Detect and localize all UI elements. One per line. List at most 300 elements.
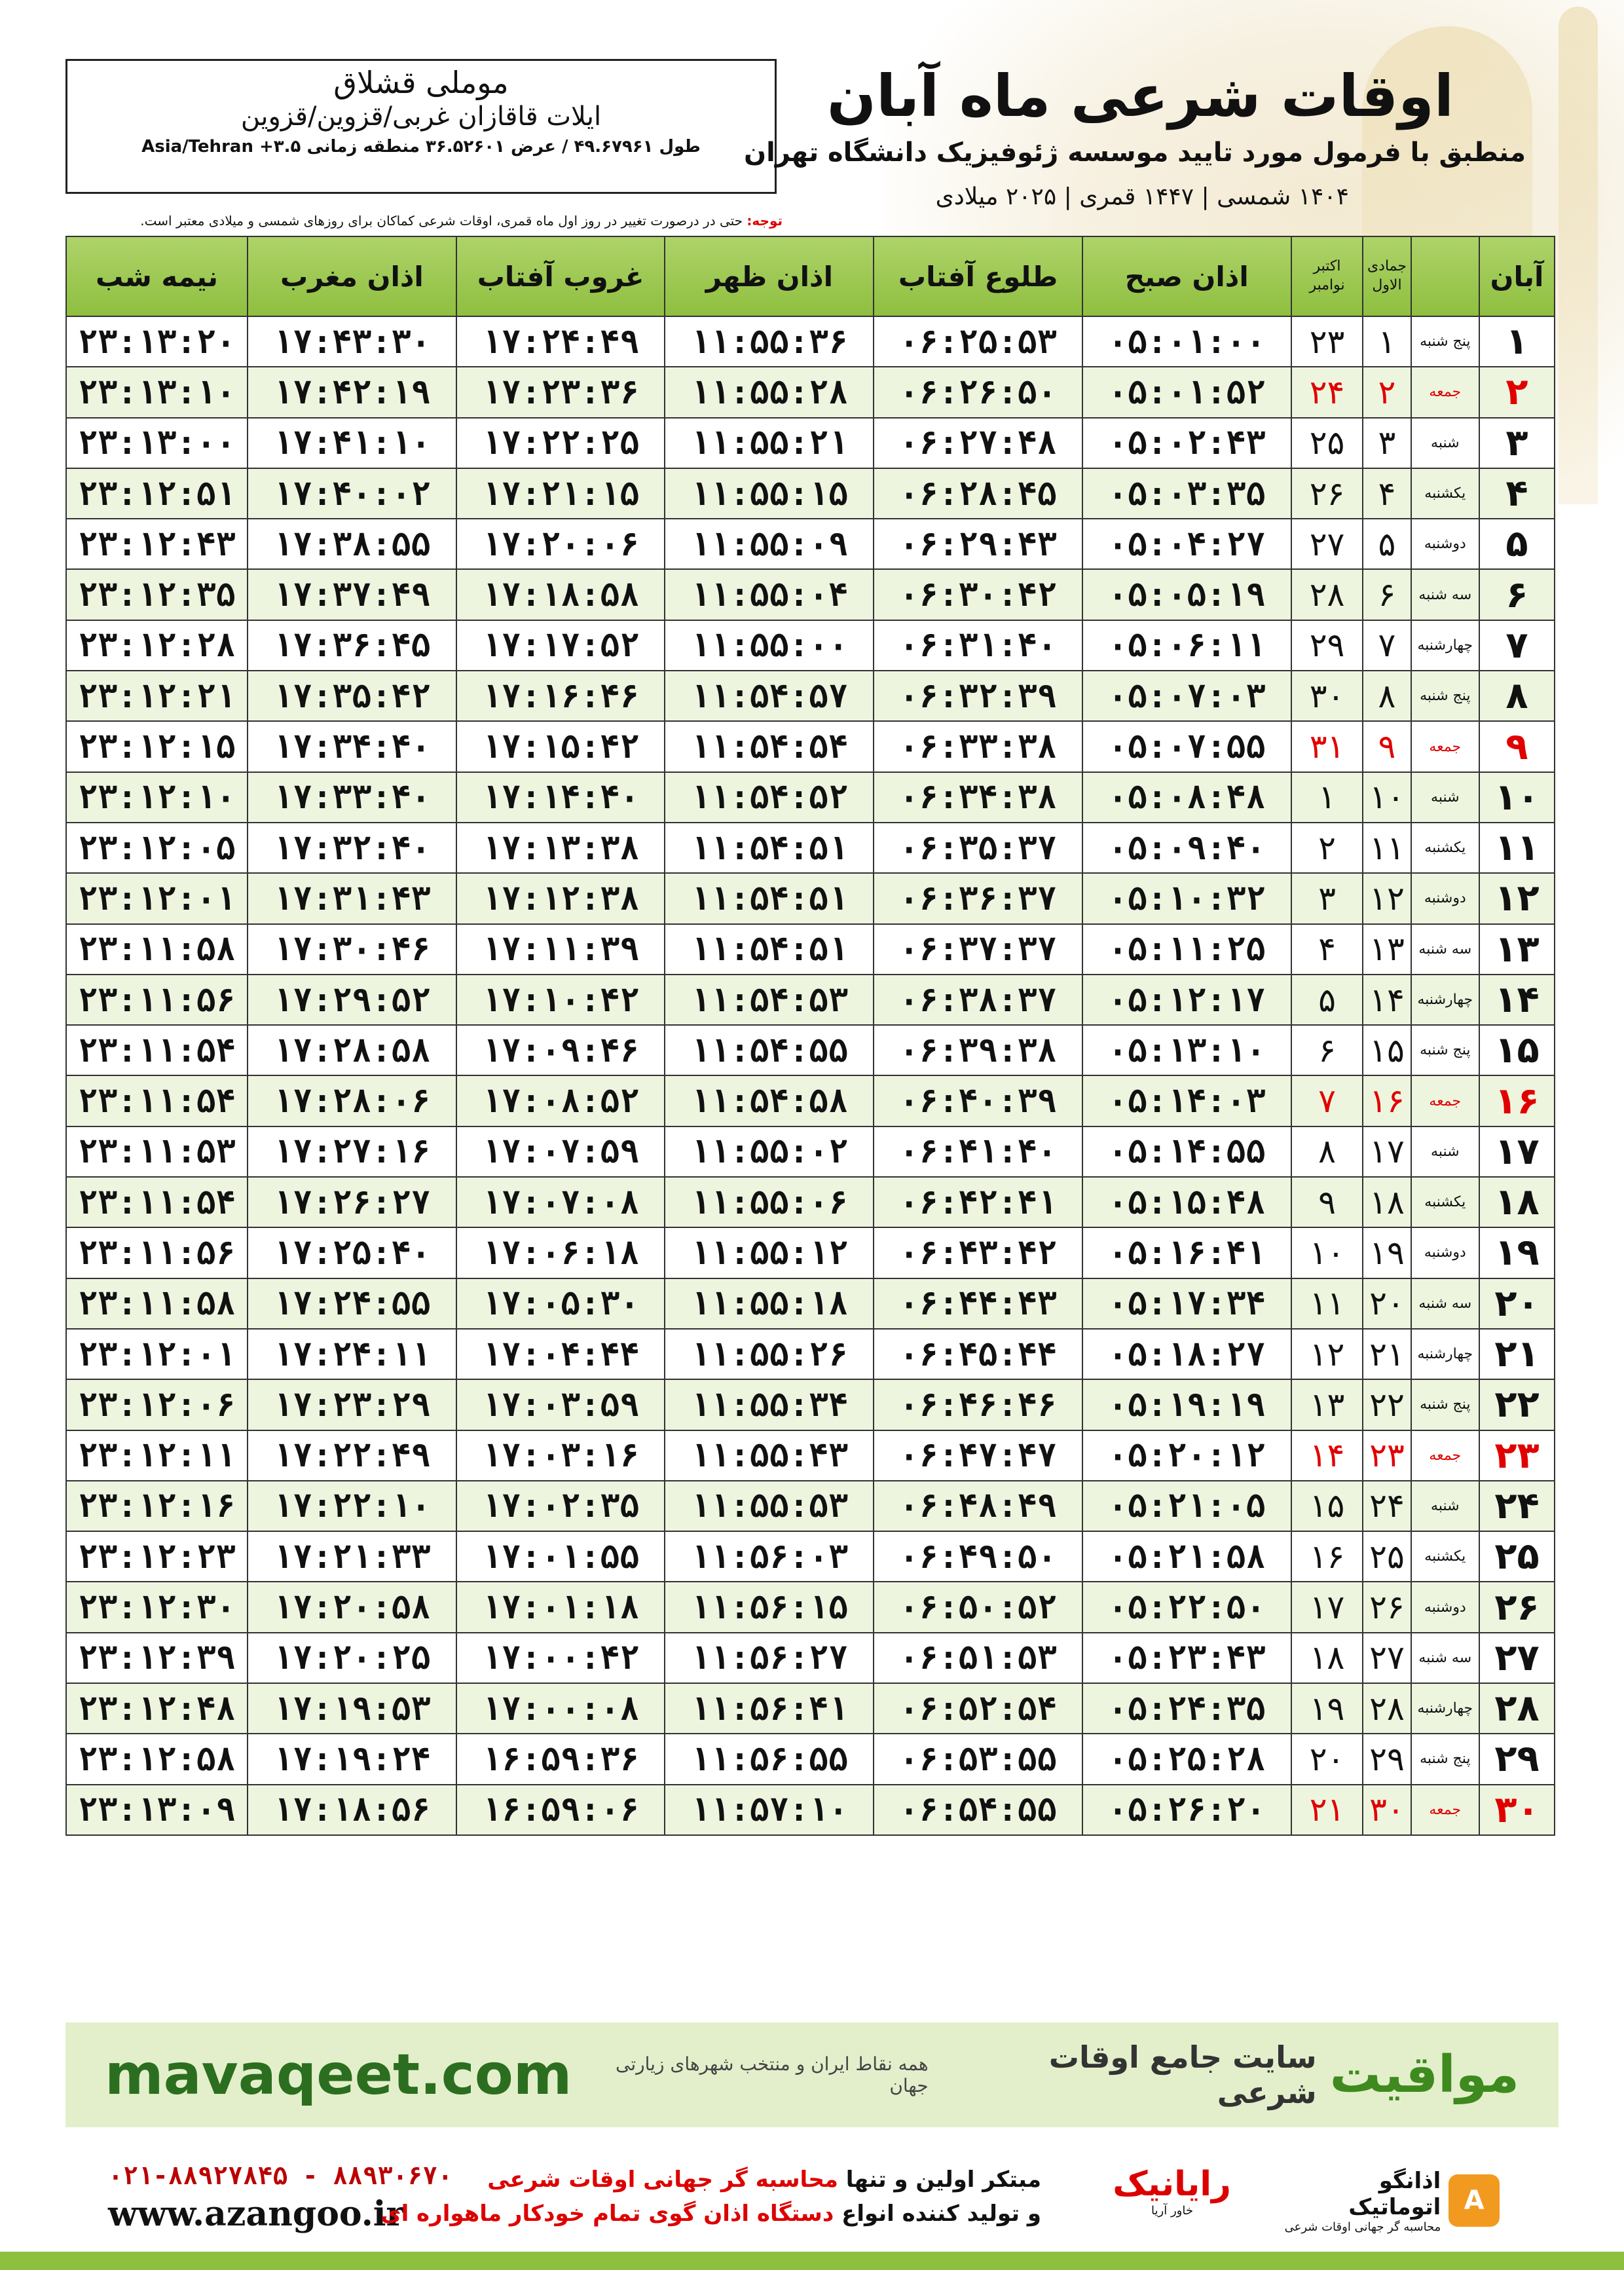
cell-hijri: ۱۰ [1363,772,1411,823]
cell-dhuhr: ۱۱:۵۵:۲۱ [665,418,874,468]
header-nov: نوامبر [1309,277,1345,293]
cell-greg: ۱۹ [1291,1683,1363,1734]
cell-fajr: ۰۵:۰۱:۰۰ [1082,316,1291,367]
cell-midnight: ۲۳:۱۱:۵۴ [66,1025,248,1075]
rayanik-name: رایانیک [1113,2165,1231,2204]
cell-day: ۲۹ [1479,1734,1555,1784]
location-coords: طول ۴۹.۶۷۹۶۱ / عرض ۳۶.۵۲۶۰۱ منطقه زمانی ۳.۵+ Asia/Tehran [141,137,701,157]
cell-sunrise: ۰۶:۳۶:۳۷ [874,873,1082,923]
footer-line-2 [380,2201,1041,2227]
calendar-years: ۱۴۰۴ شمسی | ۱۴۴۷ قمری | ۲۰۲۵ میلادی [935,183,1349,210]
cell-sunrise: ۰۶:۴۱:۴۰ [874,1126,1082,1177]
cell-sunset: ۱۷:۰۳:۱۶ [456,1430,665,1481]
location-region: ایلات قاقازان غربی/قزوین/قزوین [240,102,602,132]
cell-weekday: جمعه [1411,1075,1480,1126]
cell-sunrise: ۰۶:۳۵:۳۷ [874,823,1082,873]
cell-midnight: ۲۳:۱۱:۵۶ [66,1227,248,1278]
cell-midnight: ۲۳:۱۲:۱۰ [66,772,248,823]
cell-midnight: ۲۳:۱۳:۲۰ [66,316,248,367]
cell-midnight: ۲۳:۱۲:۳۵ [66,569,248,620]
cell-day: ۲۲ [1479,1379,1555,1430]
cell-sunset: ۱۷:۰۵:۳۰ [456,1278,665,1329]
cell-midnight: ۲۳:۱۱:۵۴ [66,1075,248,1126]
rayanik-sub: خاور آریا [1151,2204,1193,2218]
cell-dhuhr: ۱۱:۵۵:۴۳ [665,1430,874,1481]
cell-hijri: ۲۲ [1363,1379,1411,1430]
footer-line-1 [487,2167,1041,2193]
cell-maghrib: ۱۷:۳۳:۴۰ [248,772,456,823]
cell-greg: ۷ [1291,1075,1363,1126]
cell-maghrib: ۱۷:۳۶:۴۵ [248,620,456,671]
cell-weekday: یکشنبه [1411,1531,1480,1582]
cell-greg: ۲۸ [1291,569,1363,620]
cell-fajr: ۰۵:۱۴:۵۵ [1082,1126,1291,1177]
cell-sunset: ۱۷:۲۱:۱۵ [456,468,665,519]
cell-dhuhr: ۱۱:۵۵:۲۸ [665,367,874,417]
cell-maghrib: ۱۷:۴۲:۱۹ [248,367,456,417]
cell-greg: ۱۸ [1291,1633,1363,1683]
cell-midnight: ۲۳:۱۲:۳۹ [66,1633,248,1683]
cell-day: ۲۸ [1479,1683,1555,1734]
bottom-bar [0,2252,1624,2270]
cell-midnight: ۲۳:۱۲:۲۳ [66,1531,248,1582]
cell-greg: ۱۷ [1291,1582,1363,1632]
cell-sunset: ۱۷:۲۴:۴۹ [456,316,665,367]
cell-day: ۲۷ [1479,1633,1555,1683]
cell-day: ۱۵ [1479,1025,1555,1075]
footer-line-2-a: و تولید کننده انواع [834,2201,1041,2227]
cell-sunset: ۱۷:۱۶:۴۶ [456,671,665,721]
banner-slogan: سایت جامع اوقات شرعی [1048,2039,1317,2110]
cell-midnight: ۲۳:۱۳:۱۰ [66,367,248,417]
cell-midnight: ۲۳:۱۲:۲۱ [66,671,248,721]
cell-greg: ۳۱ [1291,721,1363,772]
cell-maghrib: ۱۷:۳۷:۴۹ [248,569,456,620]
cell-sunset: ۱۷:۱۷:۵۲ [456,620,665,671]
cell-hijri: ۸ [1363,671,1411,721]
note-label: توجه: [747,213,783,229]
table-row [66,1481,1555,1531]
cell-weekday: دوشنبه [1411,1227,1480,1278]
cell-hijri: ۱ [1363,316,1411,367]
azangoo-sub: محاسبه گر جهانی اوقات شرعی [1284,2220,1441,2234]
cell-maghrib: ۱۷:۳۵:۴۲ [248,671,456,721]
cell-midnight: ۲۳:۱۲:۲۸ [66,620,248,671]
table-row [66,671,1555,721]
cell-weekday: جمعه [1411,721,1480,772]
cell-day: ۶ [1479,569,1555,620]
cell-weekday: چهارشنبه [1411,620,1480,671]
cell-day: ۲۵ [1479,1531,1555,1582]
cell-day: ۷ [1479,620,1555,671]
cell-maghrib: ۱۷:۱۹:۵۳ [248,1683,456,1734]
cell-fajr: ۰۵:۲۱:۵۸ [1082,1531,1291,1582]
cell-midnight: ۲۳:۱۳:۰۹ [66,1785,248,1835]
cell-sunset: ۱۷:۲۲:۲۵ [456,418,665,468]
cell-dhuhr: ۱۱:۵۴:۵۲ [665,772,874,823]
cell-fajr: ۰۵:۱۱:۲۵ [1082,924,1291,975]
cell-maghrib: ۱۷:۲۵:۴۰ [248,1227,456,1278]
cell-weekday: جمعه [1411,367,1480,417]
cell-greg: ۱۳ [1291,1379,1363,1430]
cell-hijri: ۱۳ [1363,924,1411,975]
cell-dhuhr: ۱۱:۵۵:۵۳ [665,1481,874,1531]
cell-sunrise: ۰۶:۳۴:۳۸ [874,772,1082,823]
cell-day: ۱۴ [1479,975,1555,1025]
cell-dhuhr: ۱۱:۵۶:۱۵ [665,1582,874,1632]
cell-hijri: ۳ [1363,418,1411,468]
cell-day: ۳ [1479,418,1555,468]
cell-maghrib: ۱۷:۱۸:۵۶ [248,1785,456,1835]
footer-url[interactable]: www.azangoo.ir [108,2194,404,2234]
cell-fajr: ۰۵:۰۳:۳۵ [1082,468,1291,519]
cell-fajr: ۰۵:۲۱:۰۵ [1082,1481,1291,1531]
cell-hijri: ۲۴ [1363,1481,1411,1531]
cell-fajr: ۰۵:۰۸:۴۸ [1082,772,1291,823]
cell-sunset: ۱۷:۰۷:۵۹ [456,1126,665,1177]
cell-sunrise: ۰۶:۴۹:۵۰ [874,1531,1082,1582]
cell-greg: ۲۰ [1291,1734,1363,1784]
cell-hijri: ۱۱ [1363,823,1411,873]
cell-greg: ۱۲ [1291,1329,1363,1379]
cell-maghrib: ۱۷:۲۸:۵۸ [248,1025,456,1075]
header-fajr: اذان صبح [1082,236,1291,316]
cell-day: ۱ [1479,316,1555,367]
cell-maghrib: ۱۷:۱۹:۲۴ [248,1734,456,1784]
table-row [66,1430,1555,1481]
header-greg [1291,236,1363,316]
cell-weekday: شنبه [1411,772,1480,823]
cell-day: ۱۶ [1479,1075,1555,1126]
cell-greg: ۱۱ [1291,1278,1363,1329]
cell-day: ۲۴ [1479,1481,1555,1531]
table-row [66,772,1555,823]
cell-fajr: ۰۵:۰۱:۵۲ [1082,367,1291,417]
cell-maghrib: ۱۷:۲۰:۲۵ [248,1633,456,1683]
cell-fajr: ۰۵:۱۶:۴۱ [1082,1227,1291,1278]
cell-maghrib: ۱۷:۳۱:۴۳ [248,873,456,923]
cell-midnight: ۲۳:۱۲:۱۵ [66,721,248,772]
header-oct: اکتبر [1313,258,1341,275]
cell-dhuhr: ۱۱:۵۴:۵۱ [665,873,874,923]
cell-sunset: ۱۷:۲۰:۰۶ [456,519,665,569]
cell-greg: ۲۱ [1291,1785,1363,1835]
table-row [66,823,1555,873]
cell-sunrise: ۰۶:۴۵:۴۴ [874,1329,1082,1379]
cell-midnight: ۲۳:۱۳:۰۰ [66,418,248,468]
cell-hijri: ۱۴ [1363,975,1411,1025]
cell-fajr: ۰۵:۲۶:۲۰ [1082,1785,1291,1835]
location-name: موملی قشلاق [333,65,509,100]
table-row [66,1025,1555,1075]
cell-weekday: پنج شنبه [1411,316,1480,367]
cell-sunset: ۱۶:۵۹:۰۶ [456,1785,665,1835]
cell-greg: ۲۹ [1291,620,1363,671]
cell-dhuhr: ۱۱:۵۵:۱۲ [665,1227,874,1278]
cell-midnight: ۲۳:۱۲:۴۸ [66,1683,248,1734]
cell-maghrib: ۱۷:۴۰:۰۲ [248,468,456,519]
cell-sunrise: ۰۶:۳۳:۳۸ [874,721,1082,772]
cell-dhuhr: ۱۱:۵۶:۲۷ [665,1633,874,1683]
cell-sunrise: ۰۶:۵۱:۵۳ [874,1633,1082,1683]
cell-hijri: ۲۳ [1363,1430,1411,1481]
cell-maghrib: ۱۷:۲۱:۳۳ [248,1531,456,1582]
cell-hijri: ۲۸ [1363,1683,1411,1734]
table-row [66,721,1555,772]
cell-fajr: ۰۵:۱۴:۰۳ [1082,1075,1291,1126]
location-box [65,59,777,194]
table-body [66,316,1555,1835]
cell-maghrib: ۱۷:۲۳:۲۹ [248,1379,456,1430]
cell-sunset: ۱۷:۰۶:۱۸ [456,1227,665,1278]
azangoo-mark-icon: A [1449,2174,1500,2227]
cell-hijri: ۲۹ [1363,1734,1411,1784]
cell-greg: ۱۴ [1291,1430,1363,1481]
footer-line-2-b: دستگاه اذان گوی تمام خودکار ماهواره ای [380,2201,834,2227]
cell-sunrise: ۰۶:۲۸:۴۵ [874,468,1082,519]
cell-weekday: پنج شنبه [1411,1025,1480,1075]
cell-greg: ۸ [1291,1126,1363,1177]
cell-maghrib: ۱۷:۲۲:۴۹ [248,1430,456,1481]
cell-dhuhr: ۱۱:۵۵:۱۵ [665,468,874,519]
cell-weekday: شنبه [1411,418,1480,468]
azangoo-name: اذانگو اتوماتیک [1348,2167,1441,2220]
cell-hijri: ۵ [1363,519,1411,569]
cell-dhuhr: ۱۱:۵۵:۲۶ [665,1329,874,1379]
cell-day: ۱۷ [1479,1126,1555,1177]
cell-weekday: چهارشنبه [1411,975,1480,1025]
cell-weekday: یکشنبه [1411,1177,1480,1227]
cell-maghrib: ۱۷:۲۷:۱۶ [248,1126,456,1177]
cell-sunrise: ۰۶:۵۰:۵۲ [874,1582,1082,1632]
cell-greg: ۲ [1291,823,1363,873]
cell-hijri: ۷ [1363,620,1411,671]
cell-sunset: ۱۷:۱۸:۵۸ [456,569,665,620]
cell-weekday: جمعه [1411,1785,1480,1835]
cell-sunrise: ۰۶:۴۸:۴۹ [874,1481,1082,1531]
cell-fajr: ۰۵:۱۵:۴۸ [1082,1177,1291,1227]
cell-greg: ۲۷ [1291,519,1363,569]
cell-greg: ۵ [1291,975,1363,1025]
cell-hijri: ۱۷ [1363,1126,1411,1177]
cell-dhuhr: ۱۱:۵۴:۵۴ [665,721,874,772]
mavaqeet-logo: مواقیت [1329,2045,1519,2104]
cell-sunset: ۱۷:۲۳:۳۶ [456,367,665,417]
cell-weekday: شنبه [1411,1481,1480,1531]
cell-hijri: ۱۲ [1363,873,1411,923]
footer-line-1-b: محاسبه گر جهانی اوقات شرعی [487,2167,838,2193]
cell-midnight: ۲۳:۱۲:۰۱ [66,1329,248,1379]
cell-fajr: ۰۵:۲۲:۵۰ [1082,1582,1291,1632]
cell-sunrise: ۰۶:۴۶:۴۶ [874,1379,1082,1430]
note-text: حتی در درصورت تغییر در روز اول ماه قمری، اوقات شرعی کماکان برای روزهای شمسی و میلادی معتبر است. [140,213,743,229]
table-header [66,236,1555,316]
cell-fajr: ۰۵:۲۵:۲۸ [1082,1734,1291,1784]
cell-maghrib: ۱۷:۲۶:۲۷ [248,1177,456,1227]
table-row [66,975,1555,1025]
cell-midnight: ۲۳:۱۱:۵۳ [66,1126,248,1177]
cell-weekday: سه شنبه [1411,1633,1480,1683]
cell-dhuhr: ۱۱:۵۴:۵۵ [665,1025,874,1075]
prayer-times-table [65,236,1555,1836]
table-row [66,316,1555,367]
table-row [66,1278,1555,1329]
table-row [66,1734,1555,1784]
table-row [66,1075,1555,1126]
cell-day: ۲۶ [1479,1582,1555,1632]
cell-greg: ۲۶ [1291,468,1363,519]
cell-hijri: ۳۰ [1363,1785,1411,1835]
cell-dhuhr: ۱۱:۵۴:۵۳ [665,975,874,1025]
cell-hijri: ۲۱ [1363,1329,1411,1379]
cell-hijri: ۱۸ [1363,1177,1411,1227]
cell-greg: ۱۶ [1291,1531,1363,1582]
cell-sunset: ۱۶:۵۹:۳۶ [456,1734,665,1784]
cell-maghrib: ۱۷:۳۴:۴۰ [248,721,456,772]
cell-sunset: ۱۷:۰۴:۴۴ [456,1329,665,1379]
cell-sunrise: ۰۶:۲۵:۵۳ [874,316,1082,367]
cell-dhuhr: ۱۱:۵۴:۵۸ [665,1075,874,1126]
cell-dhuhr: ۱۱:۵۵:۰۴ [665,569,874,620]
cell-weekday: پنج شنبه [1411,1379,1480,1430]
cell-day: ۱۰ [1479,772,1555,823]
cell-weekday: پنج شنبه [1411,1734,1480,1784]
cell-day: ۱۱ [1479,823,1555,873]
cell-sunrise: ۰۶:۳۸:۳۷ [874,975,1082,1025]
cell-dhuhr: ۱۱:۵۵:۰۶ [665,1177,874,1227]
cell-hijri: ۴ [1363,468,1411,519]
cell-sunset: ۱۷:۰۰:۰۸ [456,1683,665,1734]
cell-fajr: ۰۵:۱۷:۳۴ [1082,1278,1291,1329]
table-row [66,1633,1555,1683]
cell-hijri: ۶ [1363,569,1411,620]
table-row [66,1227,1555,1278]
cell-fajr: ۰۵:۲۴:۳۵ [1082,1683,1291,1734]
cell-sunrise: ۰۶:۳۰:۴۲ [874,569,1082,620]
cell-greg: ۹ [1291,1177,1363,1227]
cell-sunset: ۱۷:۰۰:۴۲ [456,1633,665,1683]
cell-weekday: سه شنبه [1411,924,1480,975]
table-row [66,873,1555,923]
header-jumada: جمادی الاول [1363,236,1411,316]
cell-sunrise: ۰۶:۲۶:۵۰ [874,367,1082,417]
cell-weekday: دوشنبه [1411,519,1480,569]
cell-fajr: ۰۵:۲۳:۴۳ [1082,1633,1291,1683]
cell-hijri: ۱۹ [1363,1227,1411,1278]
table-row [66,924,1555,975]
cell-maghrib: ۱۷:۲۹:۵۲ [248,975,456,1025]
cell-maghrib: ۱۷:۲۴:۱۱ [248,1329,456,1379]
table-row [66,519,1555,569]
table-row [66,1329,1555,1379]
cell-sunset: ۱۷:۱۱:۳۹ [456,924,665,975]
cell-sunset: ۱۷:۰۹:۴۶ [456,1025,665,1075]
header-aban: آبان [1479,236,1555,316]
cell-sunset: ۱۷:۰۲:۳۵ [456,1481,665,1531]
cell-fajr: ۰۵:۰۲:۴۳ [1082,418,1291,468]
cell-greg: ۱ [1291,772,1363,823]
table-row [66,1531,1555,1582]
cell-day: ۴ [1479,468,1555,519]
cell-dhuhr: ۱۱:۵۵:۰۲ [665,1126,874,1177]
cell-maghrib: ۱۷:۲۸:۰۶ [248,1075,456,1126]
cell-day: ۱۳ [1479,924,1555,975]
table-row [66,1582,1555,1632]
cell-day: ۸ [1479,671,1555,721]
cell-fajr: ۰۵:۱۳:۱۰ [1082,1025,1291,1075]
cell-fajr: ۰۵:۲۰:۱۲ [1082,1430,1291,1481]
header-midnight: نیمه شب [66,236,248,316]
cell-sunset: ۱۷:۰۱:۱۸ [456,1582,665,1632]
cell-day: ۱۲ [1479,873,1555,923]
cell-day: ۱۸ [1479,1177,1555,1227]
cell-midnight: ۲۳:۱۱:۵۴ [66,1177,248,1227]
table-row [66,1379,1555,1430]
cell-sunrise: ۰۶:۴۷:۴۷ [874,1430,1082,1481]
cell-hijri: ۱۶ [1363,1075,1411,1126]
cell-day: ۲۱ [1479,1329,1555,1379]
cell-sunset: ۱۷:۱۴:۴۰ [456,772,665,823]
note [62,213,783,229]
cell-sunrise: ۰۶:۳۷:۳۷ [874,924,1082,975]
banner-sub: همه نقاط ایران و منتخب شهرهای زیارتی جهان [616,2053,929,2096]
cell-hijri: ۲۵ [1363,1531,1411,1582]
table-row [66,1177,1555,1227]
cell-sunrise: ۰۶:۴۰:۳۹ [874,1075,1082,1126]
footer-line-1-a: مبتکر اولین و تنها [838,2167,1041,2193]
cell-sunrise: ۰۶:۴۲:۴۱ [874,1177,1082,1227]
cell-maghrib: ۱۷:۴۱:۱۰ [248,418,456,468]
cell-weekday: جمعه [1411,1430,1480,1481]
cell-dhuhr: ۱۱:۵۴:۵۷ [665,671,874,721]
table-row [66,1126,1555,1177]
cell-weekday: چهارشنبه [1411,1683,1480,1734]
cell-hijri: ۲ [1363,367,1411,417]
cell-day: ۲۰ [1479,1278,1555,1329]
cell-sunrise: ۰۶:۳۱:۴۰ [874,620,1082,671]
cell-fajr: ۰۵:۱۲:۱۷ [1082,975,1291,1025]
cell-midnight: ۲۳:۱۱:۵۶ [66,975,248,1025]
table-row [66,1785,1555,1835]
cell-sunrise: ۰۶:۲۷:۴۸ [874,418,1082,468]
cell-maghrib: ۱۷:۲۰:۵۸ [248,1582,456,1632]
cell-day: ۲ [1479,367,1555,417]
header-sunrise: طلوع آفتاب [874,236,1082,316]
cell-sunrise: ۰۶:۴۳:۴۲ [874,1227,1082,1278]
header-maghrib: اذان مغرب [248,236,456,316]
cell-maghrib: ۱۷:۳۲:۴۰ [248,823,456,873]
cell-hijri: ۲۷ [1363,1633,1411,1683]
cell-fajr: ۰۵:۰۶:۱۱ [1082,620,1291,671]
cell-greg: ۴ [1291,924,1363,975]
cell-maghrib: ۱۷:۳۰:۴۶ [248,924,456,975]
cell-sunset: ۱۷:۱۵:۴۲ [456,721,665,772]
header-sunset: غروب آفتاب [456,236,665,316]
mavaqeet-banner [65,2022,1559,2127]
cell-sunset: ۱۷:۱۲:۳۸ [456,873,665,923]
cell-greg: ۲۳ [1291,316,1363,367]
cell-midnight: ۲۳:۱۲:۵۸ [66,1734,248,1784]
cell-fajr: ۰۵:۰۴:۲۷ [1082,519,1291,569]
cell-dhuhr: ۱۱:۵۵:۱۸ [665,1278,874,1329]
cell-sunset: ۱۷:۰۳:۵۹ [456,1379,665,1430]
table-row [66,418,1555,468]
cell-greg: ۳ [1291,873,1363,923]
cell-weekday: سه شنبه [1411,1278,1480,1329]
table-row [66,367,1555,417]
banner-url[interactable]: mavaqeet.com [105,2042,572,2108]
header-dhuhr: اذان ظهر [665,236,874,316]
